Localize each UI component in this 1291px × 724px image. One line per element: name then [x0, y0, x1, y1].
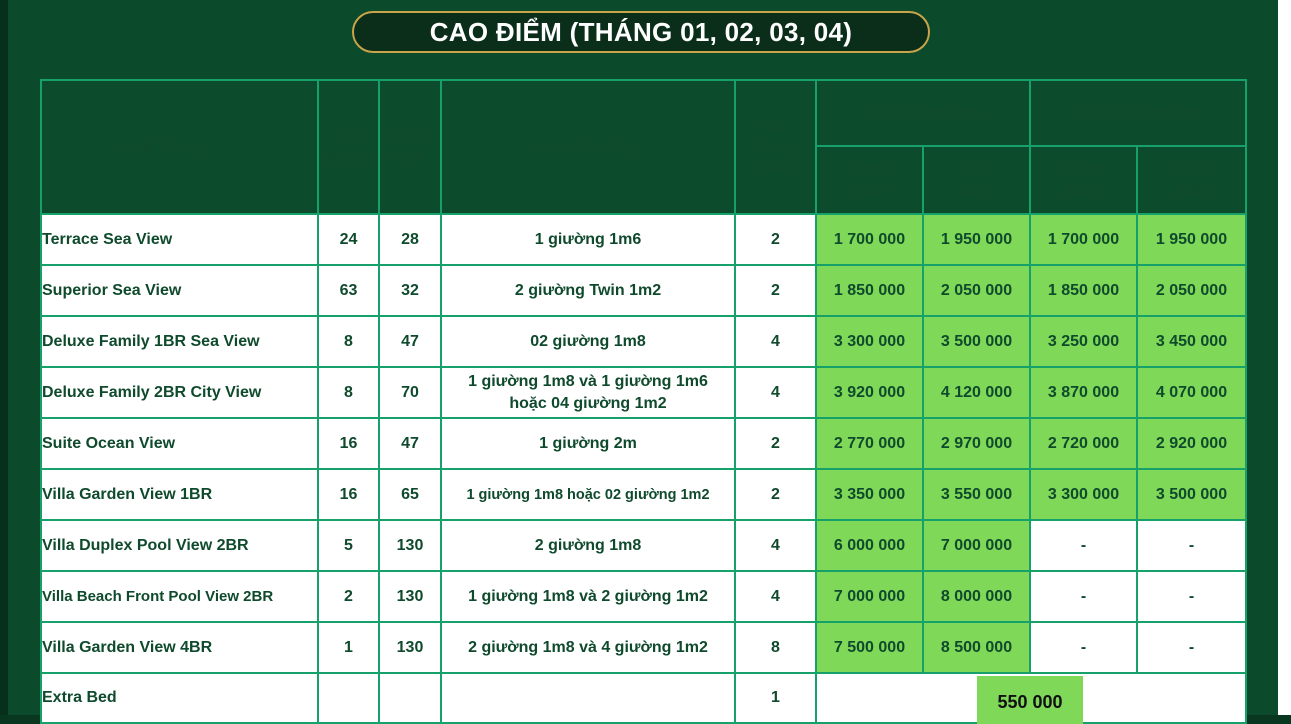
room-name: Villa Garden View 1BR [41, 469, 318, 520]
room-quantity: 8 [318, 316, 379, 367]
room-guests: 2 [735, 214, 816, 265]
fit-weekday-price: 1 700 000 [816, 214, 923, 265]
room-quantity: 2 [318, 571, 379, 622]
room-guests: 4 [735, 520, 816, 571]
room-area: 28 [379, 214, 441, 265]
room-name: Villa Duplex Pool View 2BR [41, 520, 318, 571]
room-guests: 2 [735, 265, 816, 316]
header-git-weekend: Cuối tuần [1137, 146, 1246, 214]
header-quantity: Số lượng [318, 80, 379, 214]
git-weekday-price: 3 250 000 [1030, 316, 1137, 367]
extra-bed-area [379, 673, 441, 723]
fit-weekend-price: 8 000 000 [923, 571, 1030, 622]
header-bed-type: Loại Giường [441, 80, 735, 214]
room-bed: 2 giường Twin 1m2 [441, 265, 735, 316]
git-weekday-price: 1 700 000 [1030, 214, 1137, 265]
season-title-banner [352, 11, 930, 53]
table-row [41, 316, 1246, 367]
header-git-weekday: Trong tuần [1030, 146, 1137, 214]
fit-weekday-price: 3 300 000 [816, 316, 923, 367]
extra-bed-quantity [318, 673, 379, 723]
room-area: 70 [379, 367, 441, 418]
room-area: 65 [379, 469, 441, 520]
room-guests: 4 [735, 571, 816, 622]
room-bed: 1 giường 2m [441, 418, 735, 469]
fit-weekend-price: 2 970 000 [923, 418, 1030, 469]
room-bed: 1 giường 1m6 [441, 214, 735, 265]
fit-weekday-price: 7 000 000 [816, 571, 923, 622]
table-row [41, 214, 1246, 265]
header-area: Diện tích [379, 80, 441, 214]
git-weekend-price: 1 950 000 [1137, 214, 1246, 265]
room-bed: 2 giường 1m8 [441, 520, 735, 571]
fit-weekday-price: 2 770 000 [816, 418, 923, 469]
fit-weekday-price: 7 500 000 [816, 622, 923, 673]
git-weekend-price: - [1137, 571, 1246, 622]
extra-bed-row [41, 673, 1246, 723]
table-row [41, 622, 1246, 673]
fit-weekend-price: 1 950 000 [923, 214, 1030, 265]
room-name: Villa Beach Front Pool View 2BR [41, 571, 318, 622]
room-area: 47 [379, 316, 441, 367]
git-weekend-price: 4 070 000 [1137, 367, 1246, 418]
fit-weekday-price: 3 920 000 [816, 367, 923, 418]
room-name: Terrace Sea View [41, 214, 318, 265]
table-row [41, 367, 1246, 418]
git-weekday-price: - [1030, 571, 1137, 622]
git-weekend-price: 2 050 000 [1137, 265, 1246, 316]
room-bed: 1 giường 1m8 hoặc 02 giường 1m2 [441, 469, 735, 520]
extra-bed-name: Extra Bed [41, 673, 318, 723]
room-bed: 1 giường 1m8 và 2 giường 1m2 [441, 571, 735, 622]
fit-weekend-price: 3 500 000 [923, 316, 1030, 367]
room-guests: 2 [735, 418, 816, 469]
table-row [41, 418, 1246, 469]
fit-weekday-price: 1 850 000 [816, 265, 923, 316]
git-weekday-price: 2 720 000 [1030, 418, 1137, 469]
room-guests: 4 [735, 316, 816, 367]
room-quantity: 1 [318, 622, 379, 673]
git-weekend-price: - [1137, 520, 1246, 571]
header-fit-weekend: Cuối tuần [923, 146, 1030, 214]
table-row [41, 571, 1246, 622]
extra-bed-price-cell [816, 673, 1246, 723]
git-weekday-price: 3 870 000 [1030, 367, 1137, 418]
room-area: 130 [379, 622, 441, 673]
room-bed: 02 giường 1m8 [441, 316, 735, 367]
fit-weekend-price: 3 550 000 [923, 469, 1030, 520]
header-git: GIT >= 08 phòng [1030, 80, 1246, 146]
room-guests: 2 [735, 469, 816, 520]
header-guests: Số lượng khách [735, 80, 816, 214]
room-quantity: 8 [318, 367, 379, 418]
table-row [41, 469, 1246, 520]
room-guests: 8 [735, 622, 816, 673]
right-edge [1278, 0, 1291, 715]
fit-weekday-price: 3 350 000 [816, 469, 923, 520]
git-weekend-price: 3 450 000 [1137, 316, 1246, 367]
extra-bed-bed [441, 673, 735, 723]
room-name: Deluxe Family 1BR Sea View [41, 316, 318, 367]
fit-weekday-price: 6 000 000 [816, 520, 923, 571]
room-area: 130 [379, 571, 441, 622]
git-weekday-price: 1 850 000 [1030, 265, 1137, 316]
room-quantity: 16 [318, 469, 379, 520]
room-name: Deluxe Family 2BR City View [41, 367, 318, 418]
git-weekend-price: 3 500 000 [1137, 469, 1246, 520]
left-edge [0, 0, 8, 715]
room-quantity: 63 [318, 265, 379, 316]
git-weekday-price: - [1030, 622, 1137, 673]
room-area: 47 [379, 418, 441, 469]
room-name: Villa Garden View 4BR [41, 622, 318, 673]
fit-weekend-price: 4 120 000 [923, 367, 1030, 418]
fit-weekend-price: 2 050 000 [923, 265, 1030, 316]
extra-bed-price: 550 000 [977, 676, 1083, 724]
room-rate-table [40, 79, 1247, 724]
room-quantity: 5 [318, 520, 379, 571]
room-quantity: 16 [318, 418, 379, 469]
header-fit: FIT < 08 phòng [816, 80, 1030, 146]
season-title: CAO ĐIỂM (THÁNG 01, 02, 03, 04) [429, 16, 853, 47]
header-room-type: Loại phòng [41, 80, 318, 214]
fit-weekend-price: 8 500 000 [923, 622, 1030, 673]
fit-weekend-price: 7 000 000 [923, 520, 1030, 571]
room-quantity: 24 [318, 214, 379, 265]
room-name: Suite Ocean View [41, 418, 318, 469]
room-name: Superior Sea View [41, 265, 318, 316]
room-guests: 4 [735, 367, 816, 418]
table-row [41, 520, 1246, 571]
git-weekday-price: 3 300 000 [1030, 469, 1137, 520]
table-row [41, 265, 1246, 316]
extra-bed-guests: 1 [735, 673, 816, 723]
room-bed: 2 giường 1m8 và 4 giường 1m2 [441, 622, 735, 673]
room-area: 130 [379, 520, 441, 571]
git-weekend-price: - [1137, 622, 1246, 673]
git-weekend-price: 2 920 000 [1137, 418, 1246, 469]
room-area: 32 [379, 265, 441, 316]
git-weekday-price: - [1030, 520, 1137, 571]
header-fit-weekday: Trong tuần [816, 146, 923, 214]
room-bed: 1 giường 1m8 và 1 giường 1m6 hoặc 04 giường 1m2 [441, 367, 735, 418]
